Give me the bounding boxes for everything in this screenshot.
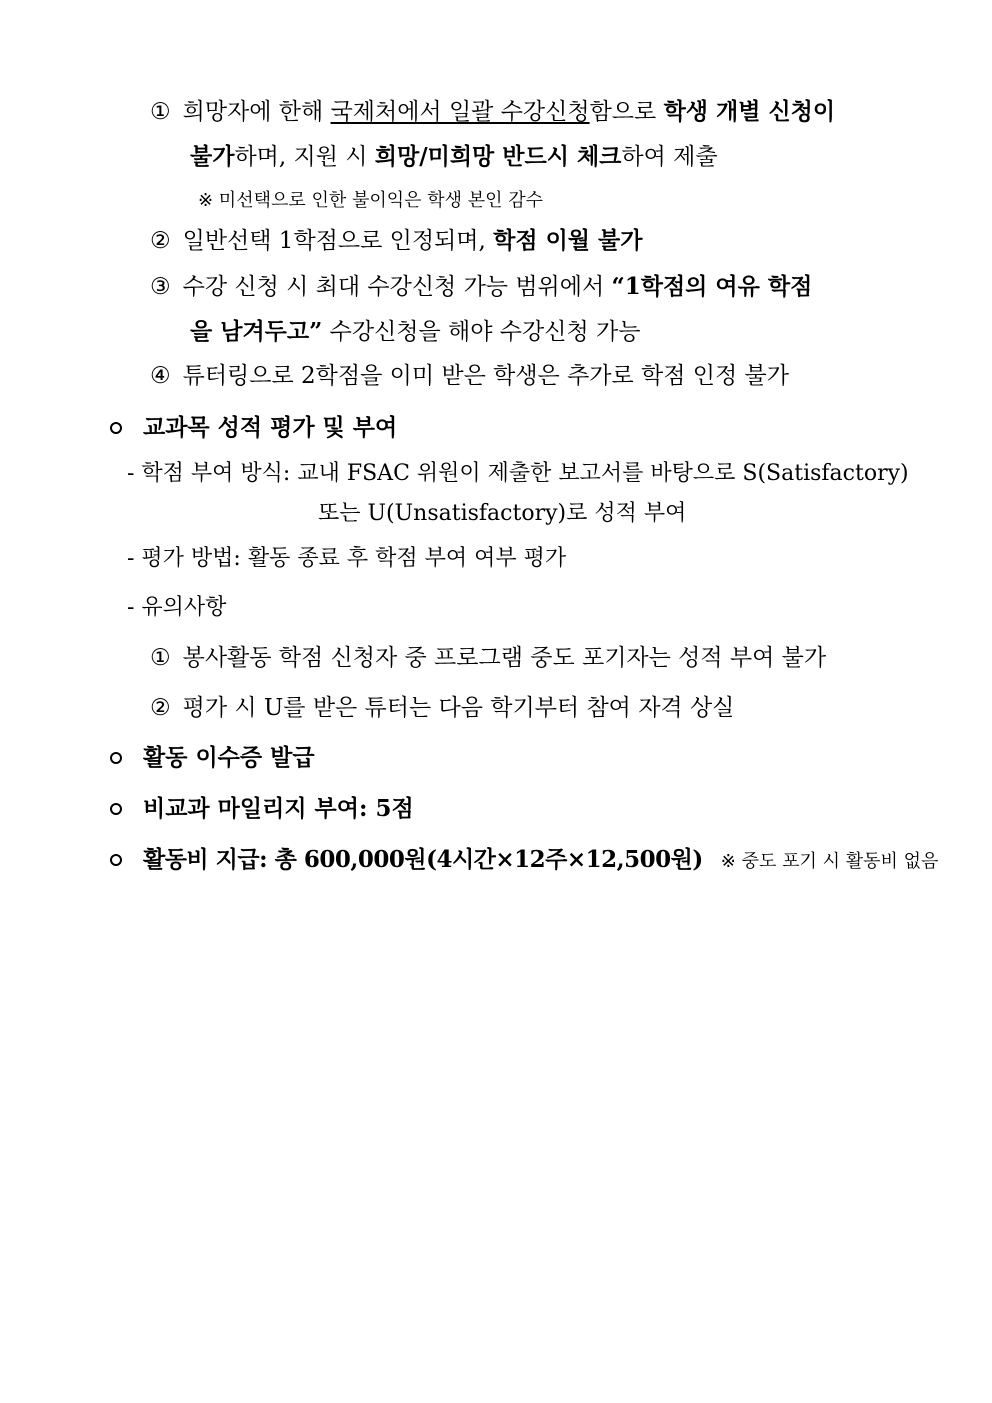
item-1-line-1 [150,97,835,127]
payment-heading [143,845,938,877]
grading-eval: - 평가 방법: 활동 종료 후 학점 부여 여부 평가 [127,546,567,571]
item-3-line-1 [150,272,812,302]
item-2-line [150,226,642,256]
item-1-text-c: 함으로 [589,99,664,125]
certificate-heading-text: 활동 이수증 발급 [143,744,315,771]
item-1-text-a: 희망자에 한해 [182,99,331,125]
grading-bullet-icon [110,422,122,434]
grading-notes-label: - 유의사항 [127,595,227,620]
mileage-bullet-icon [110,803,122,815]
item-2-text-a: 일반선택 1학점으로 인정되며, [182,228,494,254]
grading-method-label: - 학점 부여 방식: [127,461,298,486]
grading-method-line-2: 또는 U(Unsatisfactory)로 성적 부여 [318,501,687,526]
grading-note-2-text: 평가 시 U를 받은 튜터는 다음 학기부터 참여 자격 상실 [182,695,735,721]
item-1-text-f: 하며, 지원 시 [234,144,375,170]
item-1-line-2 [190,142,718,172]
grading-method-text-1: 교내 FSAC 위원이 제출한 보고서를 바탕으로 S(Satisfactory) [297,461,909,486]
item-3-bold-b: “1학점의 여유 학점 [611,273,813,300]
item-1-bold-e: 불가 [190,143,235,170]
grading-heading-text: 교과목 성적 평가 및 부여 [143,414,398,441]
item-1-bold-g: 희망/미희망 반드시 체크 [374,143,622,170]
grading-note-2 [150,693,734,723]
item-1-number: ① [150,99,171,125]
payment-heading-text: 활동비 지급: 총 600,000원(4시간×12주×12,500원) [143,846,703,873]
item-2-bold-b: 학점 이월 불가 [493,227,643,254]
item-4-number: ④ [150,363,171,389]
grading-method-line-1 [127,459,909,489]
grading-note-1-number: ① [150,645,171,671]
item-2-number: ② [150,228,171,254]
item-1-note: ※ 미선택으로 인한 불이익은 학생 본인 감수 [198,190,544,211]
grading-note-1 [150,643,826,673]
grading-heading [143,413,397,443]
mileage-heading [143,794,414,824]
item-1-bold-d: 학생 개별 신청이 [663,98,836,125]
grading-note-2-number: ② [150,695,171,721]
grading-note-1-text: 봉사활동 학점 신청자 중 프로그램 중도 포기자는 성적 부여 불가 [182,645,827,671]
item-3-line-2 [190,317,640,347]
payment-bullet-icon [110,854,122,866]
item-3-text-d: 수강신청을 해야 수강신청 가능 [322,319,641,345]
item-3-number: ③ [150,274,171,300]
payment-note: ※ 중도 포기 시 활동비 없음 [720,851,939,872]
certificate-heading [143,743,315,773]
item-4-line [150,361,789,391]
certificate-bullet-icon [110,752,122,764]
item-4-text-a: 튜터링으로 2학점을 이미 받은 학생은 추가로 학점 인정 불가 [182,363,789,389]
item-3-text-a: 수강 신청 시 최대 수강신청 가능 범위에서 [182,274,612,300]
item-1-underlined: 국제처에서 일괄 수강신청 [330,99,590,125]
item-1-text-h: 하여 제출 [621,144,718,170]
item-3-bold-c: 을 남겨두고” [190,318,323,345]
mileage-heading-text: 비교과 마일리지 부여: 5점 [143,795,414,822]
